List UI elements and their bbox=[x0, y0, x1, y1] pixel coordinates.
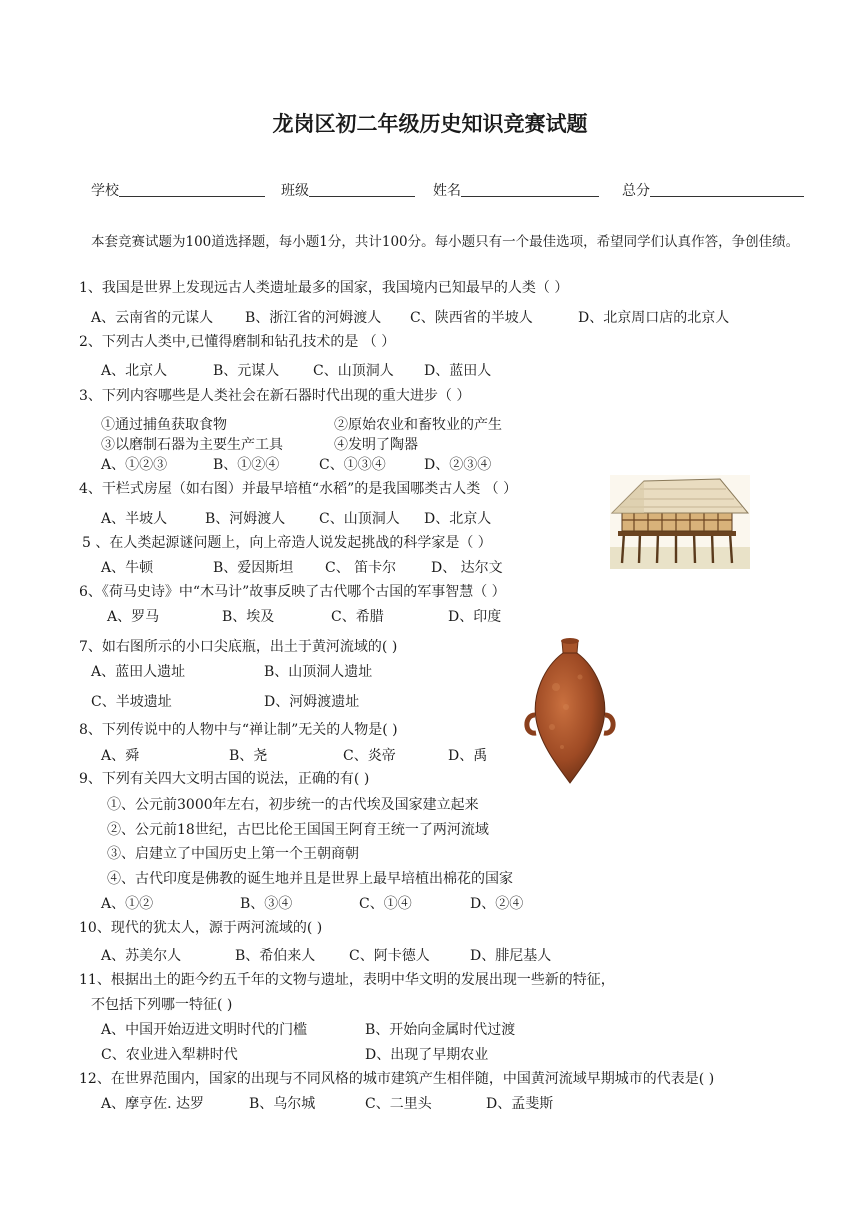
question-stem: 5 、在人类起源谜问题上，向上帝造人说发起挑战的科学家是（ ） bbox=[82, 535, 492, 551]
option[interactable]: D、 达尔文 bbox=[431, 560, 503, 576]
statement-item: ③以磨制石器为主要生产工具 bbox=[101, 437, 283, 453]
option[interactable]: B、河姆渡人 bbox=[205, 511, 286, 527]
option[interactable]: C、陕西省的半坡人 bbox=[410, 310, 533, 326]
option[interactable]: B、埃及 bbox=[222, 609, 275, 625]
option[interactable]: A、北京人 bbox=[101, 363, 168, 379]
question-options bbox=[0, 559, 600, 577]
option[interactable]: B、乌尔城 bbox=[249, 1096, 316, 1112]
statement-item: ④发明了陶器 bbox=[334, 437, 418, 453]
option[interactable]: B、开始向金属时代过渡 bbox=[365, 1022, 516, 1038]
stilt-house-image bbox=[610, 475, 750, 569]
option[interactable]: D、孟斐斯 bbox=[486, 1096, 554, 1112]
question-stem: 12、在世界范围内，国家的出现与不同风格的城市建筑产生相伴随，中国黄河流域早期城市的代表是( ) bbox=[79, 1071, 715, 1087]
question-options bbox=[0, 1095, 860, 1113]
option[interactable]: A、摩亨佐. 达罗 bbox=[101, 1096, 205, 1112]
option[interactable]: C、二里头 bbox=[365, 1096, 432, 1112]
statement-item: ②原始农业和畜牧业的产生 bbox=[334, 417, 502, 433]
option[interactable]: B、浙江省的河姆渡人 bbox=[245, 310, 382, 326]
question-stem: 8、下列传说中的人物中与“禅让制”无关的人物是( ) bbox=[79, 722, 398, 738]
question-stem: 10、现代的犹太人，源于两河流域的( ) bbox=[79, 920, 323, 936]
option[interactable]: D、北京人 bbox=[424, 511, 492, 527]
question-items bbox=[0, 416, 860, 456]
statement-item: ①、公元前3000年左右，初步统一的古代埃及国家建立起来 bbox=[107, 797, 479, 813]
question-options bbox=[0, 362, 860, 380]
option[interactable]: D、禹 bbox=[448, 748, 488, 764]
question-stem: 3、下列内容哪些是人类社会在新石器时代出现的重大进步（ ） bbox=[79, 388, 471, 404]
option[interactable]: B、希伯来人 bbox=[235, 948, 316, 964]
option[interactable]: D、印度 bbox=[448, 609, 502, 625]
option[interactable]: A、中国开始迈进文明时代的门槛 bbox=[101, 1022, 308, 1038]
option[interactable]: B、③④ bbox=[240, 896, 293, 912]
statement-item: ③、启建立了中国历史上第一个王朝商朝 bbox=[107, 846, 359, 862]
option[interactable]: A、苏美尔人 bbox=[101, 948, 182, 964]
statement-item: ④、古代印度是佛教的诞生地并且是世界上最早培植出棉花的国家 bbox=[107, 871, 513, 887]
question-stem: 1、我国是世界上发现远古人类遗址最多的国家，我国境内已知最早的人类（ ） bbox=[79, 280, 569, 296]
option[interactable]: C、阿卡德人 bbox=[349, 948, 430, 964]
option[interactable]: A、半坡人 bbox=[101, 511, 168, 527]
option[interactable]: D、②③④ bbox=[424, 457, 492, 473]
option[interactable]: D、出现了早期农业 bbox=[365, 1047, 489, 1063]
page-title: 龙岗区初二年级历史知识竞赛试题 bbox=[272, 112, 588, 136]
question-stem: 2、下列古人类中,已懂得磨制和钻孔技术的是 （ ） bbox=[79, 334, 396, 350]
class-field[interactable]: 班级 bbox=[281, 180, 415, 200]
question-options bbox=[0, 663, 520, 713]
option[interactable]: B、尧 bbox=[229, 748, 268, 764]
question-stem: 9、下列有关四大文明古国的说法，正确的有( ) bbox=[79, 771, 370, 787]
option[interactable]: B、山顶洞人遗址 bbox=[264, 664, 373, 680]
statement-item: ②、公元前18世纪，古巴比伦王国国王阿育王统一了两河流域 bbox=[107, 822, 489, 838]
question-stem: 4、干栏式房屋（如右图）并最早培植“水稻”的是我国哪类古人类 （ ） bbox=[79, 481, 518, 497]
question-options bbox=[0, 895, 860, 913]
option[interactable]: A、①②③ bbox=[101, 457, 168, 473]
question-stem-continued: 不包括下列哪一特征( ) bbox=[91, 997, 233, 1013]
option[interactable]: A、牛顿 bbox=[101, 560, 154, 576]
school-field[interactable]: 学校 bbox=[91, 180, 265, 200]
option[interactable]: B、爱因斯坦 bbox=[213, 560, 294, 576]
option[interactable]: B、①②④ bbox=[213, 457, 280, 473]
question-stem: 6、《荷马史诗》中“木马计”故事反映了古代哪个古国的军事智慧（ ） bbox=[79, 584, 506, 600]
option[interactable]: A、罗马 bbox=[107, 609, 160, 625]
option[interactable]: C、希腊 bbox=[331, 609, 384, 625]
question-items bbox=[0, 796, 860, 892]
option[interactable]: A、云南省的元谋人 bbox=[91, 310, 214, 326]
question-options bbox=[0, 1021, 860, 1065]
pottery-vase-image bbox=[522, 637, 618, 787]
name-field[interactable]: 姓名 bbox=[433, 180, 599, 200]
option[interactable]: C、炎帝 bbox=[343, 748, 396, 764]
option[interactable]: C、山顶洞人 bbox=[313, 363, 394, 379]
intro-text: 本套竞赛试题为100道选择题，每小题1分，共计100分。每小题只有一个最佳选项，希望同学们认真作答，争创佳绩。 bbox=[91, 234, 800, 250]
option[interactable]: C、农业进入犁耕时代 bbox=[101, 1047, 238, 1063]
option[interactable]: B、元谋人 bbox=[213, 363, 280, 379]
question-options bbox=[0, 747, 520, 765]
option[interactable]: D、河姆渡遗址 bbox=[264, 694, 360, 710]
option[interactable]: C、①③④ bbox=[319, 457, 386, 473]
question-options bbox=[0, 309, 860, 327]
question-options bbox=[0, 608, 600, 626]
option[interactable]: C、①④ bbox=[359, 896, 412, 912]
option[interactable]: A、蓝田人遗址 bbox=[91, 664, 186, 680]
question-stem: 7、如右图所示的小口尖底瓶，出土于黄河流域的( ) bbox=[79, 639, 398, 655]
option[interactable]: C、半坡遗址 bbox=[91, 694, 172, 710]
option[interactable]: D、②④ bbox=[470, 896, 524, 912]
option[interactable]: D、腓尼基人 bbox=[470, 948, 552, 964]
option[interactable]: C、 笛卡尔 bbox=[325, 560, 397, 576]
option[interactable]: A、舜 bbox=[101, 748, 140, 764]
question-options bbox=[0, 510, 600, 528]
question-options bbox=[0, 456, 860, 474]
question-stem: 11、根据出土的距今约五千年的文物与遗址，表明中华文明的发展出现一些新的特征， bbox=[79, 972, 615, 988]
option[interactable]: D、蓝田人 bbox=[424, 363, 492, 379]
statement-item: ①通过捕鱼获取食物 bbox=[101, 417, 227, 433]
option[interactable]: D、北京周口店的北京人 bbox=[578, 310, 730, 326]
option[interactable]: C、山顶洞人 bbox=[319, 511, 400, 527]
option[interactable]: A、①② bbox=[101, 896, 154, 912]
score-field[interactable]: 总分 bbox=[622, 180, 804, 200]
question-options bbox=[0, 947, 860, 965]
